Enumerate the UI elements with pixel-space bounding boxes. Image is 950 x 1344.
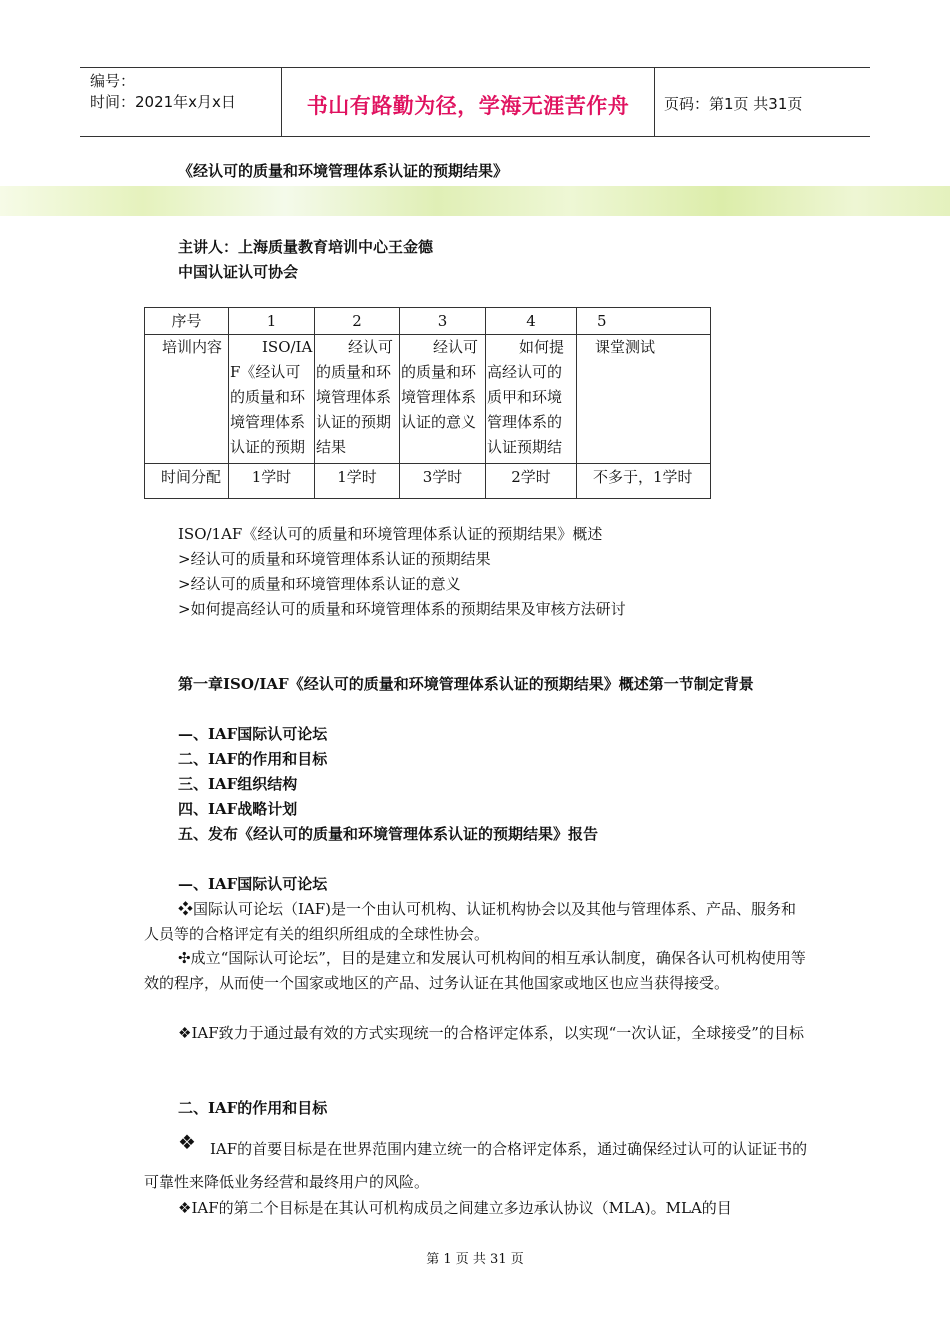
chapter-heading: 第一章ISO/IAF《经认可的质量和环境管理体系认证的预期结果》概述第一节制定背景	[178, 675, 754, 693]
table-cell-text: 经认可的质量和环境管理体系认证的意义	[401, 338, 479, 431]
table-cell: 5	[577, 308, 711, 335]
section-item: 五、发布《经认可的质量和环境管理体系认证的预期结果》报告	[178, 825, 599, 843]
bullet-icon: ❖	[178, 1130, 196, 1154]
table-cell: 3	[400, 308, 486, 335]
section-item: 四、IAF战略计划	[178, 800, 298, 818]
outline-item: >经认可的质量和环境管理体系认证的预期结果	[178, 550, 491, 568]
table-cell: 1学时	[315, 464, 400, 499]
table-cell: 培训内容	[145, 335, 229, 464]
outline-item: >如何提高经认可的质量和环境管理体系的预期结果及审核方法研讨	[178, 600, 626, 618]
header-left-cell	[90, 71, 236, 113]
page-header	[80, 67, 870, 137]
table-cell: 课堂测试	[577, 335, 711, 464]
table-cell	[145, 464, 229, 499]
paragraph: ❖国际认可论坛（IAF)是一个由认可机构、认证机构协会以及其他与管理体系、产品、服务和人员等的合格评定有关的组织所组成的全球性协会。	[144, 900, 797, 943]
table-cell-text: 经认可的质量和环境管理体系认证的预期结果	[316, 338, 394, 456]
table-cell: 序号	[145, 308, 229, 335]
document-title: 《经认可的质量和环境管理体系认证的预期结果》	[178, 162, 509, 180]
number-label: 编号：	[90, 72, 136, 90]
page-footer: 第 1 页 共 31 页	[426, 1252, 524, 1267]
decorative-band	[0, 186, 950, 216]
section-item: —、IAF国际认可论坛	[178, 725, 328, 743]
header-page-label: 页码：第1页 共31页	[664, 95, 803, 113]
table-cell: 1学时	[229, 464, 315, 499]
header-motto: 书山有路勤为径，学海无涯苦作舟	[306, 94, 630, 118]
section-item: 三、IAF组织结构	[178, 775, 298, 793]
table-cell	[400, 335, 486, 464]
header-divider	[654, 68, 655, 136]
table-row	[145, 308, 711, 335]
paragraph: IAF的首要目标是在世界范围内建立统一的合格评定体系，通过确保经过认可的认证证书的可靠性来降低业务经营和最终用户的风险。	[144, 1140, 808, 1191]
table-cell: 1	[229, 308, 315, 335]
table-cell: 2	[315, 308, 400, 335]
paragraph: ❖IAF致力于通过最有效的方式实现统一的合格评定体系，以实现“一次认证，全球接受”的目标	[178, 1024, 804, 1042]
organization-line: 中国认证认可协会	[178, 263, 299, 281]
table-cell: 不多于，1学时	[577, 464, 711, 499]
table-cell-text: ISO/IAF《经认可的质量和环境管理体系认证的预期	[230, 338, 313, 456]
table-cell	[229, 335, 315, 464]
table-cell-text: 如何提高经认可的质甲和环境管理体系的认证预期结	[487, 338, 565, 456]
table-cell: 3学时	[400, 464, 486, 499]
paragraph: ✣成立“国际认可论坛”，目的是建立和发展认可机构间的相互承认制度，确保各认可机构使用等效的程序，从而使一个国家或地区的产品、过务认证在其他国家或地区也应当获得接受。	[144, 949, 806, 992]
outline-item: >经认可的质量和环境管理体系认证的意义	[178, 575, 461, 593]
table-row	[145, 335, 711, 464]
paragraph: ❖IAF的第二个目标是在其认可机构成员之间建立多边承认协议（MLA)。MLA的目	[178, 1199, 732, 1217]
table-cell: 4	[486, 308, 577, 335]
time-label: 时间：2021年x月x日	[90, 93, 236, 111]
table-cell-text: 时间分配	[161, 468, 222, 486]
table-cell: 2学时	[486, 464, 577, 499]
section-item: 二、IAF的作用和目标	[178, 750, 328, 768]
training-table	[144, 307, 711, 499]
section-heading: —、IAF国际认可论坛	[178, 875, 328, 893]
section-heading: 二、IAF的作用和目标	[178, 1099, 328, 1117]
table-cell	[315, 335, 400, 464]
outline-item	[178, 522, 602, 547]
outline-text: ISO/1AF《经认可的质量和环境管理体系认证的预期结果》概述	[178, 525, 603, 543]
speaker-line: 主讲人：上海质量教育培训中心王金德	[178, 238, 434, 256]
table-cell	[486, 335, 577, 464]
table-row	[145, 464, 711, 499]
